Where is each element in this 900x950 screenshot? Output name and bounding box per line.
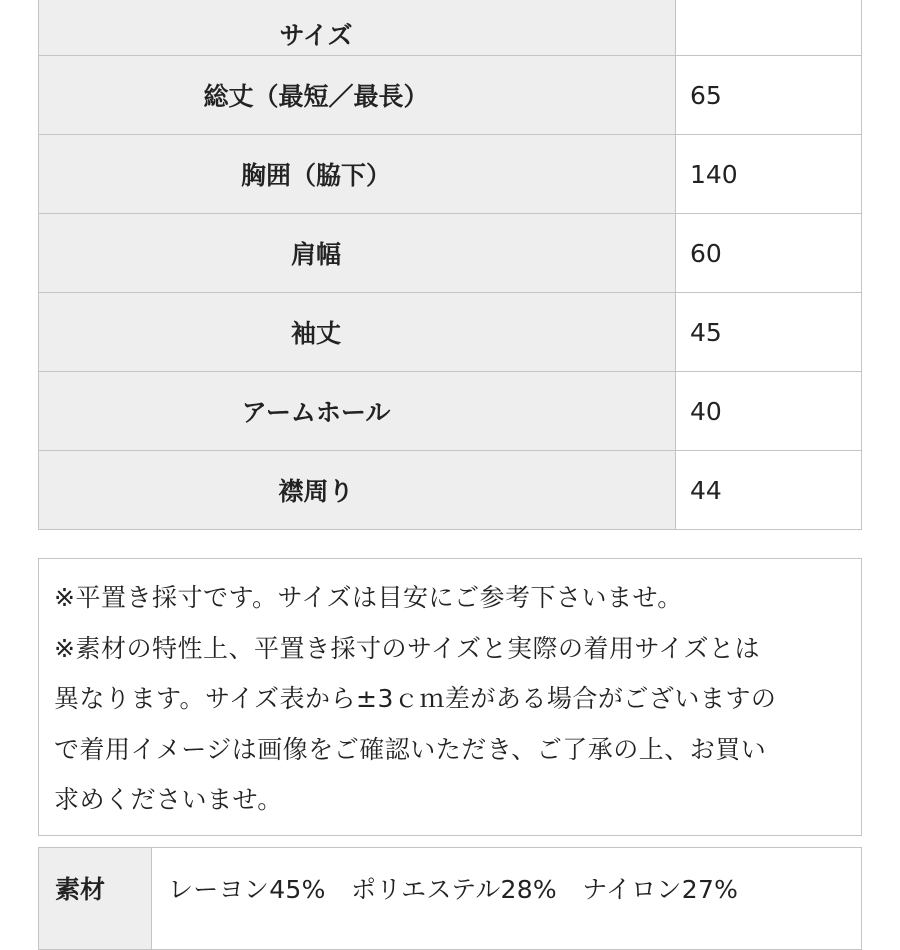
table-row — [39, 0, 862, 56]
material-label: 素材 — [39, 848, 152, 950]
material-table — [38, 847, 862, 950]
row-label-shoulder: 肩幅 — [39, 214, 676, 293]
size-table — [38, 0, 862, 530]
size-header-value — [676, 0, 862, 56]
row-label-total-length: 総丈（最短／最長） — [39, 56, 676, 135]
row-label-armhole: アームホール — [39, 372, 676, 451]
row-value-collar: 44 — [676, 451, 862, 530]
material-value: レーヨン45% ポリエステル28% ナイロン27% — [152, 848, 862, 950]
table-row — [39, 848, 862, 950]
row-label-collar: 襟周り — [39, 451, 676, 530]
row-value-shoulder: 60 — [676, 214, 862, 293]
table-row — [39, 451, 862, 530]
note-line: 求めくださいませ。 — [54, 785, 283, 815]
note-line: 異なります。サイズ表から±3ｃｍ差がある場合がございますの — [54, 684, 777, 714]
sizing-notes — [38, 558, 862, 836]
row-value-total-length: 65 — [676, 56, 862, 135]
note-line: で着用イメージは画像をご確認いただき、ご了承の上、お買い — [54, 734, 767, 764]
row-label-chest: 胸囲（脇下） — [39, 135, 676, 214]
table-row — [39, 135, 862, 214]
table-row — [39, 293, 862, 372]
row-value-chest: 140 — [676, 135, 862, 214]
row-label-sleeve: 袖丈 — [39, 293, 676, 372]
row-value-armhole: 40 — [676, 372, 862, 451]
note-line: ※平置き採寸です。サイズは目安にご参考下さいませ。 — [54, 583, 683, 612]
table-row — [39, 56, 862, 135]
table-row — [39, 214, 862, 293]
size-header-label: サイズ — [39, 0, 676, 56]
table-row — [39, 372, 862, 451]
note-line: ※素材の特性上、平置き採寸のサイズと実際の着用サイズとは — [54, 633, 760, 663]
row-value-sleeve: 45 — [676, 293, 862, 372]
